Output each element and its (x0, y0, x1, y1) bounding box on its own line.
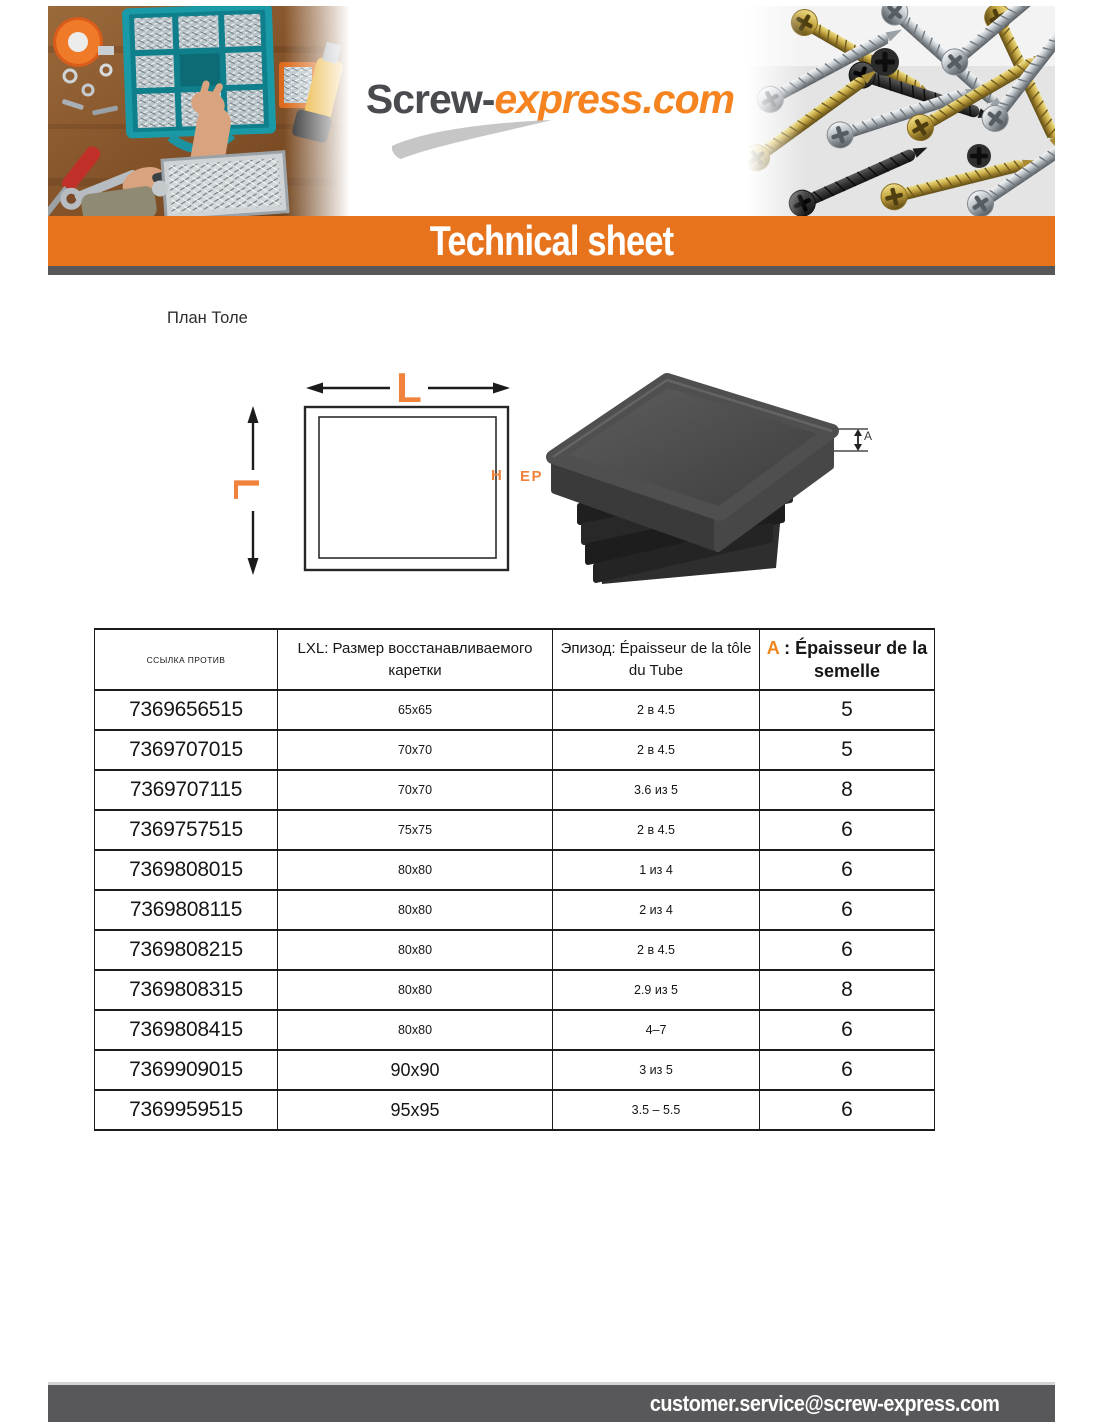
logo-text-orange: express.com (494, 76, 735, 122)
table-row (95, 1050, 935, 1090)
cell-tube-thickness: 2 из 4 (553, 890, 760, 930)
logo-swoosh (388, 118, 556, 160)
cell-size: 70x70 (278, 770, 553, 810)
cell-tube-thickness: 2.9 из 5 (553, 970, 760, 1010)
screws-photo-art (747, 6, 1055, 216)
customer-service-email: customer.service@screw-express.com (649, 1390, 999, 1416)
title-banner (48, 216, 1055, 266)
cell-reference: 7369808115 (95, 890, 278, 930)
table-row (95, 890, 935, 930)
cap-product-image (553, 380, 832, 584)
wall-thickness-label: EP (520, 468, 544, 485)
cell-tube-thickness: 3.6 из 5 (553, 770, 760, 810)
cell-size: 80x80 (278, 890, 553, 930)
cell-tube-thickness: 2 в 4.5 (553, 730, 760, 770)
cell-size: 95x95 (278, 1090, 553, 1130)
cell-sole-thickness: 6 (760, 810, 935, 850)
table-row (95, 970, 935, 1010)
cell-tube-thickness: 2 в 4.5 (553, 690, 760, 730)
logo-text-gray: Screw- (365, 76, 495, 122)
cell-sole-thickness: 6 (760, 1010, 935, 1050)
workbench-photo (48, 6, 350, 216)
brand-logo (350, 76, 750, 123)
cell-size: 80x80 (278, 970, 553, 1010)
cell-tube-thickness: 4–7 (553, 1010, 760, 1050)
screws-case (150, 152, 288, 216)
cell-sole-thickness: 5 (760, 730, 935, 770)
cell-sole-thickness: 6 (760, 930, 935, 970)
cell-reference: 7369909015 (95, 1050, 278, 1090)
cell-reference: 7369808415 (95, 1010, 278, 1050)
cell-tube-thickness: 3.5 – 5.5 (553, 1090, 760, 1130)
cell-size: 80x80 (278, 850, 553, 890)
cell-sole-thickness: 6 (760, 1090, 935, 1130)
cell-sole-thickness: 6 (760, 890, 935, 930)
col-header-sole-text: : Épaisseur de la semelle (779, 638, 928, 681)
col-header-sole (760, 629, 935, 690)
banner-underline (48, 266, 1055, 275)
tube-diagram (230, 358, 910, 604)
cell-size: 80x80 (278, 1010, 553, 1050)
table-row (95, 730, 935, 770)
sole-thickness-label: A (864, 429, 873, 443)
cell-sole-thickness: 8 (760, 770, 935, 810)
col-header-reference: ССЫЛКА ПРОТИВ (95, 629, 278, 690)
spec-table-header (95, 629, 935, 690)
length-label: L (396, 364, 422, 411)
wall-thickness-marker: H (491, 467, 502, 484)
cell-tube-thickness: 1 из 4 (553, 850, 760, 890)
table-row (95, 930, 935, 970)
cell-reference: 7369808015 (95, 850, 278, 890)
table-row (95, 690, 935, 730)
cell-reference: 7369656515 (95, 690, 278, 730)
col-header-tube: Эпизод: Épaisseur de la tôle du Tube (553, 629, 760, 690)
cell-reference: 7369707115 (95, 770, 278, 810)
table-row (95, 1010, 935, 1050)
cell-sole-thickness: 6 (760, 850, 935, 890)
cell-size: 80x80 (278, 930, 553, 970)
cell-reference: 7369959515 (95, 1090, 278, 1130)
workbench-photo-art (48, 6, 350, 216)
col-header-sole-prefix: A (766, 638, 780, 658)
cell-reference: 7369808215 (95, 930, 278, 970)
table-body (95, 690, 935, 1130)
cell-reference: 7369757515 (95, 810, 278, 850)
spec-table (94, 628, 935, 1131)
cell-size: 90x90 (278, 1050, 553, 1090)
screws-photo (747, 6, 1055, 216)
table-row (95, 770, 935, 810)
table-row (95, 850, 935, 890)
col-header-size: LXL: Размер восстанавливаемого каретки (278, 629, 553, 690)
cell-reference: 7369808315 (95, 970, 278, 1010)
cell-tube-thickness: 2 в 4.5 (553, 930, 760, 970)
page-title: Technical sheet (429, 217, 674, 264)
table-row (95, 1090, 935, 1130)
cell-size: 75x75 (278, 810, 553, 850)
cell-reference: 7369707015 (95, 730, 278, 770)
cell-tube-thickness: 2 в 4.5 (553, 810, 760, 850)
cell-sole-thickness: 8 (760, 970, 935, 1010)
tube-inner-square (319, 417, 496, 558)
cell-size: 70x70 (278, 730, 553, 770)
cell-sole-thickness: 6 (760, 1050, 935, 1090)
table-row (95, 810, 935, 850)
cell-tube-thickness: 3 из 5 (553, 1050, 760, 1090)
cell-size: 65x65 (278, 690, 553, 730)
footer-bar (48, 1382, 1055, 1422)
width-label: L (226, 478, 267, 500)
cell-sole-thickness: 5 (760, 690, 935, 730)
diagram-caption: План Толе (167, 309, 248, 327)
